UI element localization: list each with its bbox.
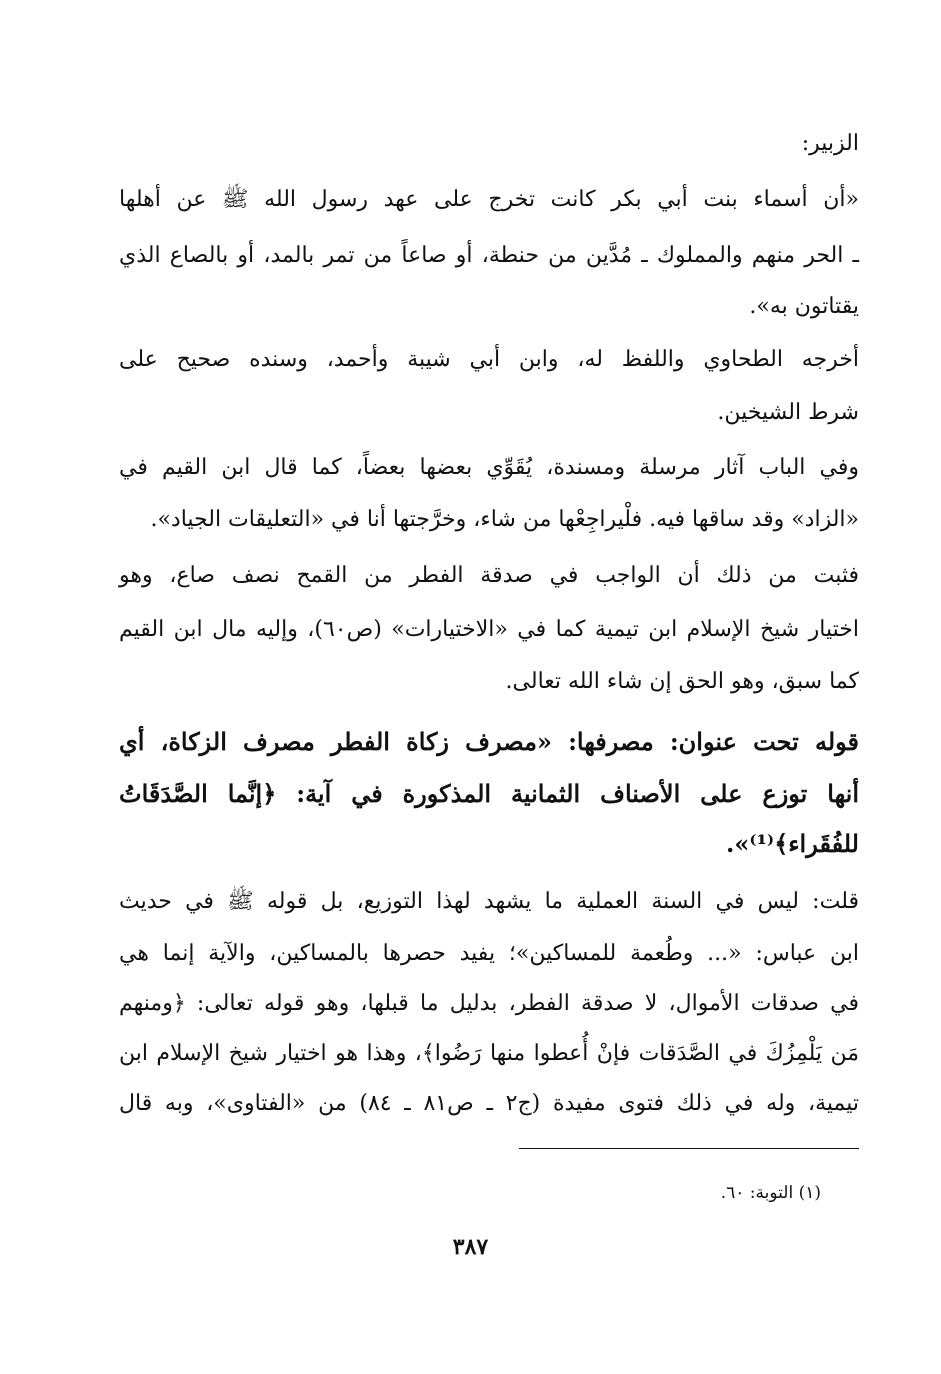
text-line: شرط الشيخين. (717, 400, 859, 425)
page-number: ٣٨٧ (452, 1234, 489, 1260)
text-line: وفي الباب آثار مرسلة ومسندة، يُقَوِّي بعضها بعضاً، كما قال ابن القيم في (119, 455, 859, 480)
text-line: مَن يَلْمِزُكَ في الصَّدَقات فإنْ أُعطوا منها رَضُوا﴾، وهذا هو اختيار شيخ الإسلام ابن (119, 1041, 859, 1066)
text-line: ابن عباس: «... وطُعمة للمساكين»؛ يفيد حصرها بالمساكين، والآية إنما هي (119, 941, 859, 966)
text-line: في صدقات الأموال، لا صدقة الفطر، بدليل ما قبلها، وهو قوله تعالى: ﴿ومنهم (119, 991, 859, 1016)
text-line: اختيار شيخ الإسلام ابن تيمية كما في «الاختيارات» (ص٦٠)، وإليه مال ابن القيم (119, 617, 859, 642)
footnote-divider (519, 1148, 859, 1149)
text-line: أخرجه الطحاوي واللفظ له، وابن أبي شيبة وأحمد، وسنده صحيح على (119, 347, 859, 372)
heading-line: قوله تحت عنوان: مصرفها: «مصرف زكاة الفطر مصرف الزكاة، أي (119, 727, 859, 756)
heading-line: أنها توزع على الأصناف الثمانية المذكورة في آية: ﴿إنَّما الصَّدَقَاتُ (119, 779, 860, 808)
text-line: الزبير: (801, 131, 859, 156)
text-line: يقتاتون به». (749, 294, 859, 319)
text-line: فثبت من ذلك أن الواجب في صدقة الفطر من القمح نصف صاع، وهو (119, 563, 859, 588)
heading-line: للفُقَراء﴾⁽¹⁾». (726, 829, 859, 858)
text-line: تيمية، وله في ذلك فتوى مفيدة (ج٢ ـ ص٨١ ـ ٨٤) من «الفتاوى»، وبه قال (119, 1091, 860, 1116)
text-line: كما سبق، وهو الحق إن شاء الله تعالى. (505, 669, 859, 694)
text-line: «الزاد» وقد ساقها فيه. فلْيراجِعْها من شاء، وخرَّجتها أنا في «التعليقات الجياد». (150, 507, 859, 532)
footnote: (١) التوبة: ٦٠. (720, 1183, 821, 1203)
text-line: قلت: ليس في السنة العملية ما يشهد لهذا التوزيع، بل قوله ﷺ في حديث (119, 889, 859, 914)
text-line: ـ الحر منهم والمملوك ـ مُدَّين من حنطة، أو صاعاً من تمر بالمد، أو بالصاع الذي (119, 243, 859, 268)
text-line: «أن أسماء بنت أبي بكر كانت تخرج على عهد رسول الله ﷺ عن أهلها (119, 187, 859, 212)
